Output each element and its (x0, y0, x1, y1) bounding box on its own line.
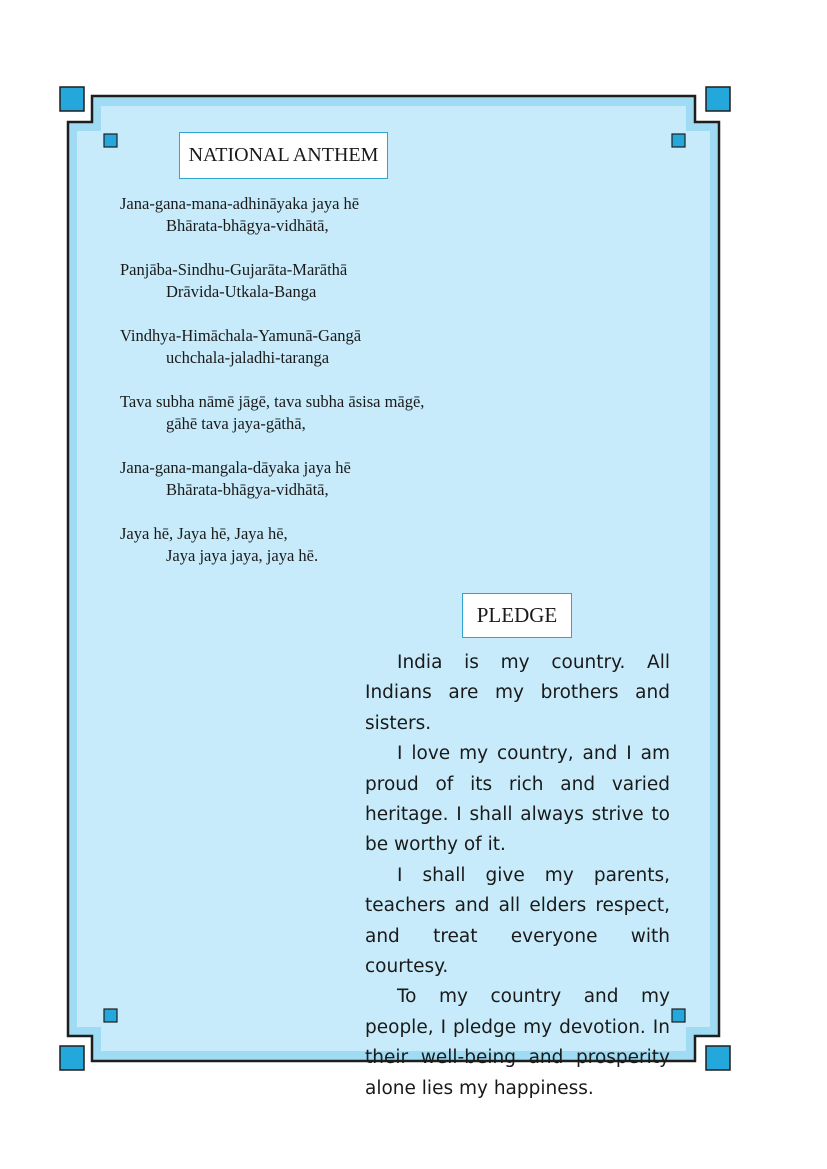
corner-square-bottom-left (60, 1046, 84, 1070)
anthem-line: Vindhya-Himāchala-Yamunā-Gangā (120, 326, 362, 345)
anthem-lyrics (120, 193, 480, 589)
pledge-paragraph: To my country and my people, I pledge my devotion. In their well-being and prosperity alone lies my happiness. (365, 986, 670, 1099)
anthem-stanza (120, 523, 480, 567)
anthem-line-indented: uchchala-jaladhi-taranga (166, 348, 330, 367)
anthem-stanza (120, 193, 480, 237)
anthem-stanza (120, 457, 480, 501)
corner-square-top-left (60, 87, 84, 111)
national-anthem-title: NATIONAL ANTHEM (179, 132, 388, 179)
anthem-line: Jana-gana-mana-adhināyaka jaya hē (120, 194, 360, 213)
corner-square-top-right (706, 87, 730, 111)
anthem-line: Tava subha nāmē jāgē, tava subha āsisa māgē, (120, 392, 425, 411)
anthem-stanza (120, 259, 480, 303)
anthem-stanza (120, 325, 480, 369)
anthem-stanza (120, 391, 480, 435)
pledge-paragraph: India is my country. All Indians are my brothers and sisters. (365, 652, 670, 734)
anthem-line: Jaya hē, Jaya hē, Jaya hē, (120, 524, 288, 543)
anthem-line-indented: Jaya jaya jaya, jaya hē. (166, 546, 319, 565)
inner-square-bottom-right (672, 1009, 685, 1022)
corner-square-bottom-right (706, 1046, 730, 1070)
anthem-line-indented: Drāvida-Utkala-Banga (166, 282, 317, 301)
inner-square-top-right (672, 134, 685, 147)
inner-square-top-left (104, 134, 117, 147)
anthem-line-indented: gāhē tava jaya-gāthā, (166, 414, 306, 433)
anthem-line-indented: Bhārata-bhāgya-vidhātā, (166, 216, 329, 235)
anthem-line: Panjāba-Sindhu-Gujarāta-Marāthā (120, 260, 348, 279)
pledge-title: PLEDGE (462, 593, 572, 638)
pledge-paragraph: I love my country, and I am proud of its rich and varied heritage. I shall always strive to be worthy of it. (365, 743, 670, 856)
pledge-paragraph: I shall give my parents, teachers and all elders respect, and treat everyone with courtesy. (365, 864, 670, 978)
anthem-line-indented: Bhārata-bhāgya-vidhātā, (166, 480, 329, 499)
pledge-text (365, 648, 670, 1104)
anthem-line: Jana-gana-mangala-dāyaka jaya hē (120, 458, 351, 477)
inner-square-bottom-left (104, 1009, 117, 1022)
